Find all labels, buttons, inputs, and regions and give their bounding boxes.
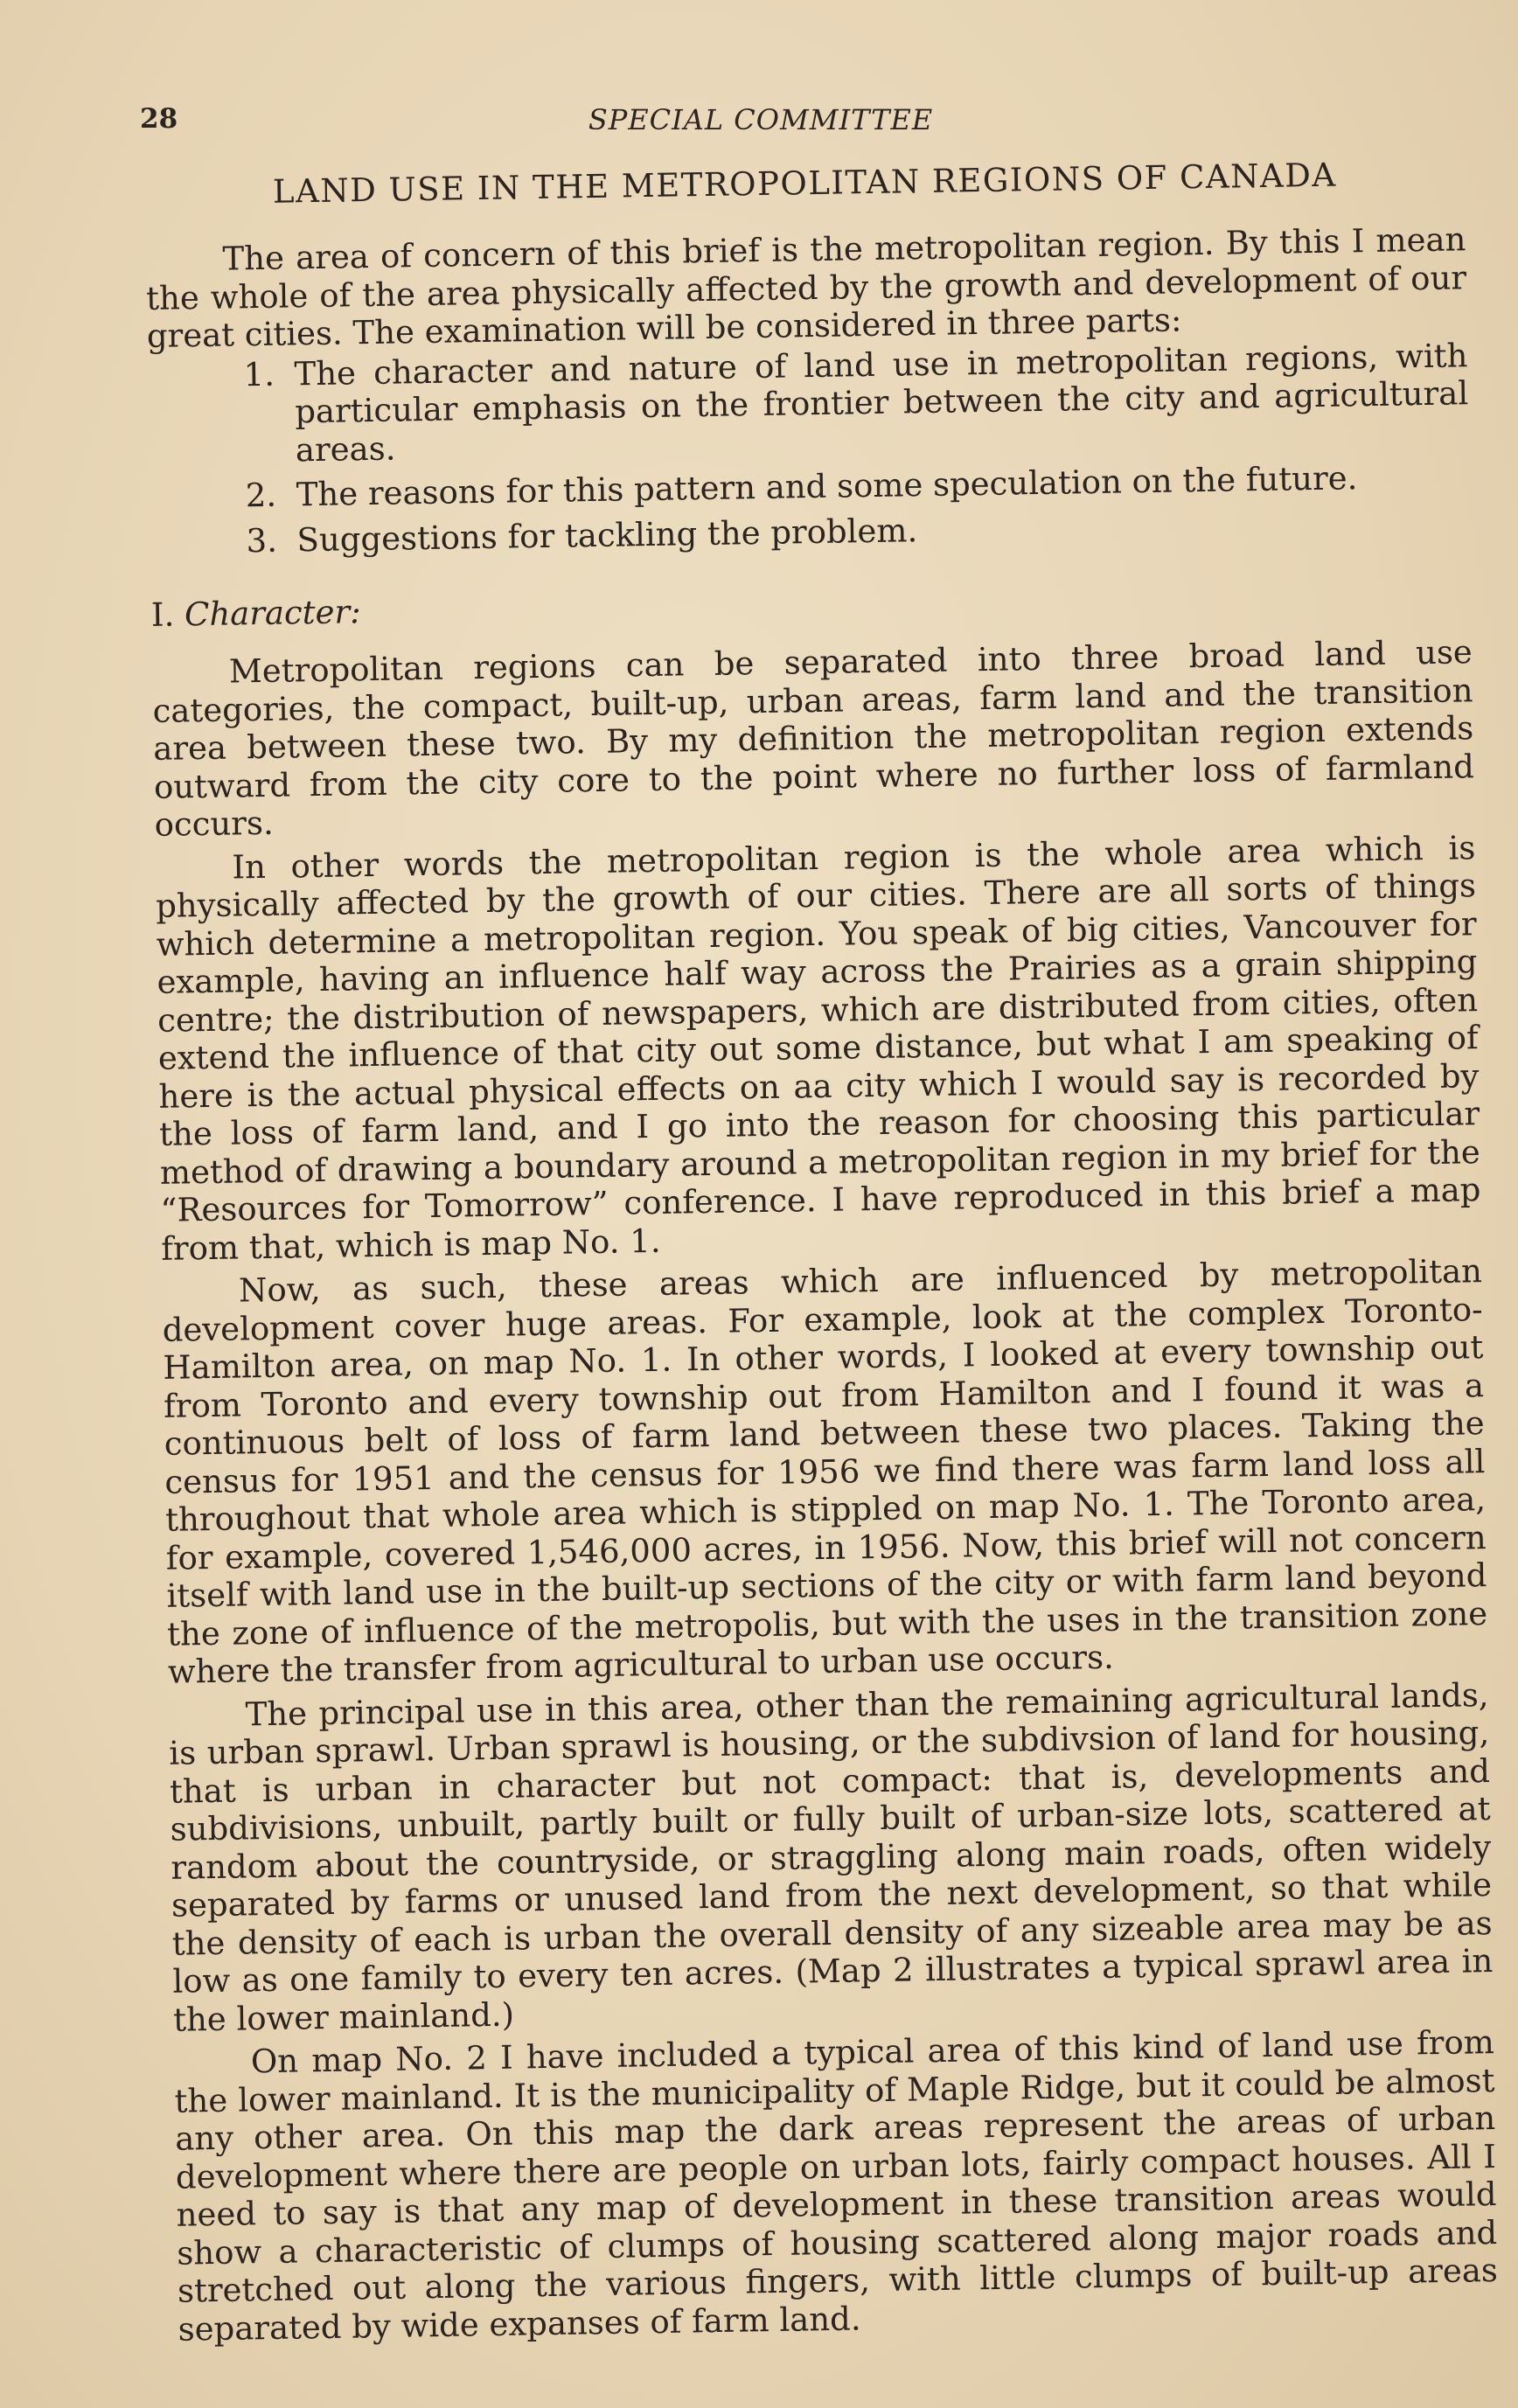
list-item-text: The character and nature of land use in metropolitan regions, with particular emphasis on the frontier between the city and agricultural areas. — [294, 336, 1469, 469]
document-title: LAND USE IN THE METROPOLITAN REGIONS OF CANADA — [272, 156, 1337, 211]
section-title: Character: — [184, 593, 361, 634]
document-body — [144, 154, 1499, 2348]
body-paragraph: Now, as such, these areas which are influenced by metropolitan development cover huge areas. For example, look at the complex Toronto-Hamilton area, on map No. 1. In other words, I looked at every township out from Toronto and every township out from Hamilton and I found it was a continuous belt of loss of farm land between these two places. Taking the census for 1951 and the census for 1956 we find there was farm land loss all throughout that whole area which is stippled on map No. 1. The Toronto area, for example, covered 1,546,000 acres, in 1956. Now, this brief will not concern itself with land use in the built-up sections of the city or with farm land beyond the zone of influence of the metropolis, but with the uses in the transition zone where the transfer from agricultural to urban use occurs. — [162, 1252, 1488, 1691]
running-head: SPECIAL COMMITTEE — [588, 103, 934, 136]
list-item-number: 3. — [246, 521, 278, 560]
parts-list — [147, 337, 1470, 561]
list-item-text: The reasons for this pattern and some speculation on the future. — [296, 459, 1358, 514]
body-paragraph: On map No. 2 I have included a typical area of this kind of land use from the lower mainland. It is the municipality of Maple Ridge, but it could be almost any other area. On this map the dark areas represent the areas of urban development where there are people on urban lots, fairly compact houses. All I need to say is that any map of development in these transition areas would show a characteristic of clumps of housing scattered along major roads and stretched out along the various fingers, with little clumps of built-up areas separated by wide expanses of farm land. — [174, 2023, 1499, 2349]
page-header — [140, 103, 1382, 147]
section-heading — [151, 575, 1473, 635]
section-numeral: I. — [150, 595, 175, 634]
body-paragraph: In other words the metropolitan region is the whole area which is physically affected by the growth of our cities. There are all sorts of things which determine a metropolitan region. You speak of big cities, Vancouver for example, having an influence half way across the Prairies as a grain shipping centre; the distribution of newspapers, which are distributed from cities, often extend the influence of that city out some distance, but what I am speaking of here is the actual physical effects on aa city which I would say is recorded by the loss of farm land, and I go into the reason for choosing this particular method of drawing a boundary around a metropolitan region in my brief for the “Resources for Tomorrow” conference. I have reproduced in this brief a map from that, which is map No. 1. — [155, 828, 1481, 1268]
list-item-number: 2. — [245, 476, 277, 515]
intro-paragraph: The area of concern of this brief is the metropolitan region. By this I mean the whole of the area physically affected by the growth and development of our great cities. The examination will be considered in three parts: — [145, 220, 1467, 355]
body-paragraph: Metropolitan regions can be separated into three broad land use categories, the compact, built-up, urban areas, farm land and the transition area between these two. By my definition the metropolitan region extends outward from the city core to the point where no further loss of farmland occurs. — [152, 633, 1475, 844]
list-item-text: Suggestions for tackling the problem. — [296, 511, 918, 559]
body-paragraph: The principal use in this area, other than the remaining agricultural lands, is urban sprawl. Urban sprawl is housing, or the subdivsion of land for housing, that is urban in character but not compact: that is, developments and subdivisions, unbuilt, partly built or fully built of urban-size lots, scattered at random about the countryside, or straggling along main roads, often widely separated by farms or unused land from the next development, so that while the density of each is urban the overall density of any sizeable area may be as low as one family to every ten acres. (Map 2 illustrates a typical sprawl area in the lower mainland.) — [169, 1675, 1494, 2039]
list-item-number: 1. — [243, 355, 275, 393]
list-item — [147, 337, 1469, 471]
page-number: 28 — [140, 103, 178, 135]
